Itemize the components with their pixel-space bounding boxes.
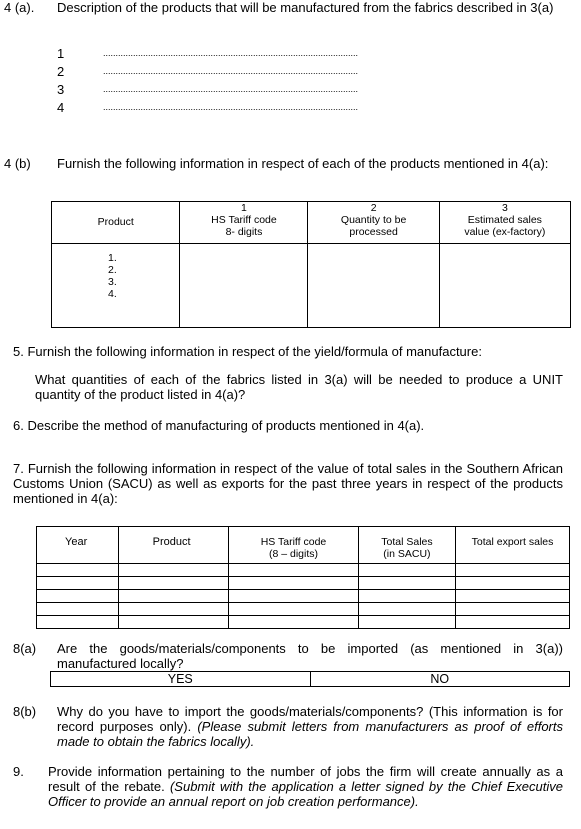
q8b-body	[57, 704, 563, 749]
q4a-answer-line-4[interactable]: ......................................................................................................	[103, 102, 359, 112]
q9-text: Provide information pertaining to the number of jobs the firm will create annually as a result of the rebate.	[48, 764, 563, 794]
q7-table-row[interactable]	[37, 616, 570, 629]
q8a-number: 8(a)	[13, 641, 37, 656]
q7-header-product: Product	[118, 527, 229, 564]
q8a-text: Are the goods/materials/components to be imported (as mentioned in 3(a)) manufactured locally?	[57, 641, 563, 671]
q4b-table	[51, 201, 571, 328]
q4b-row-4: 4.	[108, 288, 117, 300]
q4a-item-3: 3	[57, 82, 65, 97]
q4b-hs-code-cell[interactable]	[180, 244, 308, 328]
q7-text: 7. Furnish the following information in respect of the value of total sales in the Southern African Customs Union (SACU) as well as exports for the past three years in respect of the products mentioned in 4(a):	[13, 461, 563, 506]
q4b-row-2: 2.	[108, 264, 117, 276]
q7-header-year: Year	[37, 527, 119, 564]
q8b-text: Why do you have to import the goods/materials/components? (This information is for record purposes only).	[57, 704, 563, 734]
q4a-answer-line-3[interactable]: ......................................................................................................	[103, 84, 359, 94]
q5-subtext: What quantities of each of the fabrics listed in 3(a) will be needed to produce a UNIT quantity of the product listed in 4(a)?	[35, 372, 563, 402]
q4b-header-quantity: 2 Quantity to be processed	[308, 202, 439, 244]
q9-number: 9.	[13, 764, 24, 779]
q7-table	[36, 526, 570, 629]
q7-table-row[interactable]	[37, 590, 570, 603]
q5-text: 5. Furnish the following information in respect of the yield/formula of manufacture:	[13, 344, 482, 359]
q8a-yes-no-table	[50, 671, 570, 687]
q7-table-row[interactable]	[37, 564, 570, 577]
q4b-text: Furnish the following information in respect of each of the products mentioned in 4(a):	[57, 156, 549, 171]
q7-table-row[interactable]	[37, 603, 570, 616]
q4a-number: 4 (a).	[4, 0, 35, 15]
q7-header-hs-code: HS Tariff code (8 – digits)	[229, 527, 359, 564]
q4b-row-3: 3.	[108, 276, 117, 288]
q4b-sales-value-cell[interactable]	[439, 244, 570, 328]
q4b-header-hs-code: 1 HS Tariff code 8- digits	[180, 202, 308, 244]
q6-text: 6. Describe the method of manufacturing of products mentioned in 4(a).	[13, 418, 425, 433]
q4a-item-2: 2	[57, 64, 65, 79]
q7-table-row[interactable]	[37, 577, 570, 590]
q4b-quantity-cell[interactable]	[308, 244, 439, 328]
q7-header-total-sales: Total Sales (in SACU)	[358, 527, 455, 564]
q4b-row-1: 1.	[108, 252, 117, 264]
q7-header-export-sales: Total export sales	[456, 527, 570, 564]
q4a-item-1: 1	[57, 46, 65, 61]
q8a-yes-option[interactable]: YES	[51, 672, 311, 687]
q8b-italic-note: (Please submit letters from manufacturers as proof of efforts made to obtain the fabrics locally).	[57, 719, 563, 749]
q4a-item-4: 4	[57, 100, 65, 115]
q4b-product-cell[interactable]	[52, 244, 180, 328]
q8a-no-option[interactable]: NO	[310, 672, 570, 687]
q9-italic-note: (Submit with the application a letter signed by the Chief Executive Officer to provide an annual report on job creation performance).	[48, 779, 563, 809]
q4b-number: 4 (b)	[4, 156, 31, 171]
q4b-header-product: Product	[52, 202, 180, 244]
q4a-answer-line-2[interactable]: ......................................................................................................	[103, 66, 359, 76]
q4a-answer-line-1[interactable]: ......................................................................................................	[103, 48, 359, 58]
q8b-number: 8(b)	[13, 704, 37, 719]
q4b-header-sales-value: 3 Estimated sales value (ex-factory)	[439, 202, 570, 244]
q9-body	[48, 764, 563, 809]
q4a-text: Description of the products that will be manufactured from the fabrics described in 3(a)	[57, 0, 554, 15]
